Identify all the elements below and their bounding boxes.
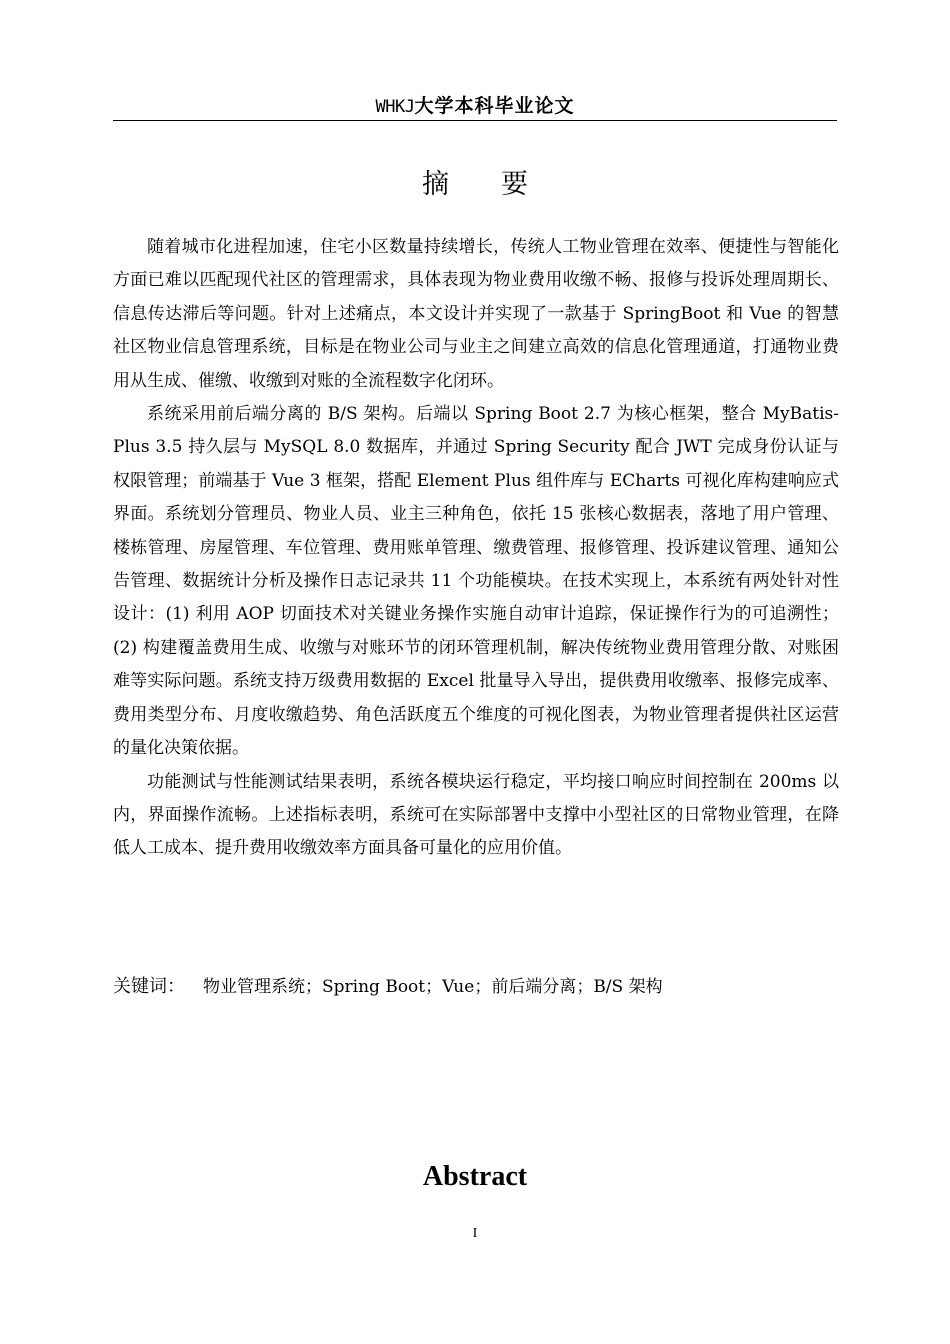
- keywords-text: 物业管理系统；Spring Boot；Vue；前后端分离；B/S 架构: [203, 977, 663, 997]
- abstract-paragraph-3: 功能测试与性能测试结果表明，系统各模块运行稳定，平均接口响应时间控制在 200ms 以内，界面操作流畅。上述指标表明，系统可在实际部署中支撑中小型社区的日常物业管理，在降低人工成本、提升费用收缴效率方面具备可量化的应用价值。: [113, 771, 839, 859]
- section-title: 摘要: [422, 169, 580, 200]
- abstract-paragraph-1: 随着城市化进程加速，住宅小区数量持续增长，传统人工物业管理在效率、便捷性与智能化方面已难以匹配现代社区的管理需求，具体表现为物业费用收缴不畅、报修与投诉处理周期长、信息传达滞后等问题。针对上述痛点，本文设计并实现了一款基于 SpringBoot 和 Vue 的智慧社区物业信息管理系统，目标是在物业公司与业主之间建立高效的信息化管理通道，打通物业费用从生成、催缴、收缴到对账的全流程数字化闭环。: [113, 237, 839, 391]
- page-number: I: [472, 1226, 478, 1241]
- keywords-line: [113, 970, 839, 1004]
- abstract-heading: Abstract: [422, 1161, 528, 1192]
- abstract-body: [113, 231, 839, 866]
- header-school-code: WHKJ: [375, 97, 415, 117]
- abstract-paragraph-2: 系统采用前后端分离的 B/S 架构。后端以 Spring Boot 2.7 为核心框架，整合 MyBatis-Plus 3.5 持久层与 MySQL 8.0 数据库，并通过 Spring Security 配合 JWT 完成身份认证与权限管理；前端基于 Vue 3 框架，搭配 Element Plus 组件库与 ECharts 可视化库构建响应式界面。系统划分管理员、物业人员、业主三种角色，依托 15 张核心数据表，落地了用户管理、楼栋管理、房屋管理、车位管理、费用账单管理、缴费管理、报修管理、投诉建议管理、通知公告管理、数据统计分析及操作日志记录共 11 个功能模块。在技术实现上，本系统有两处针对性设计：(1) 利用 AOP 切面技术对关键业务操作实施自动审计追踪，保证操作行为的可追溯性；(2) 构建覆盖费用生成、收缴与对账环节的闭环管理机制，解决传统物业费用管理分散、对账困难等实际问题。系统支持万级费用数据的 Excel 批量导入导出，提供费用收缴率、报修完成率、费用类型分布、月度收缴趋势、角色活跃度五个维度的可视化图表，为物业管理者提供社区运营的量化决策依据。: [113, 404, 839, 759]
- keywords-label: 关键词：: [113, 976, 185, 997]
- header-title: 大学本科毕业论文: [414, 95, 575, 117]
- running-header: [113, 93, 837, 121]
